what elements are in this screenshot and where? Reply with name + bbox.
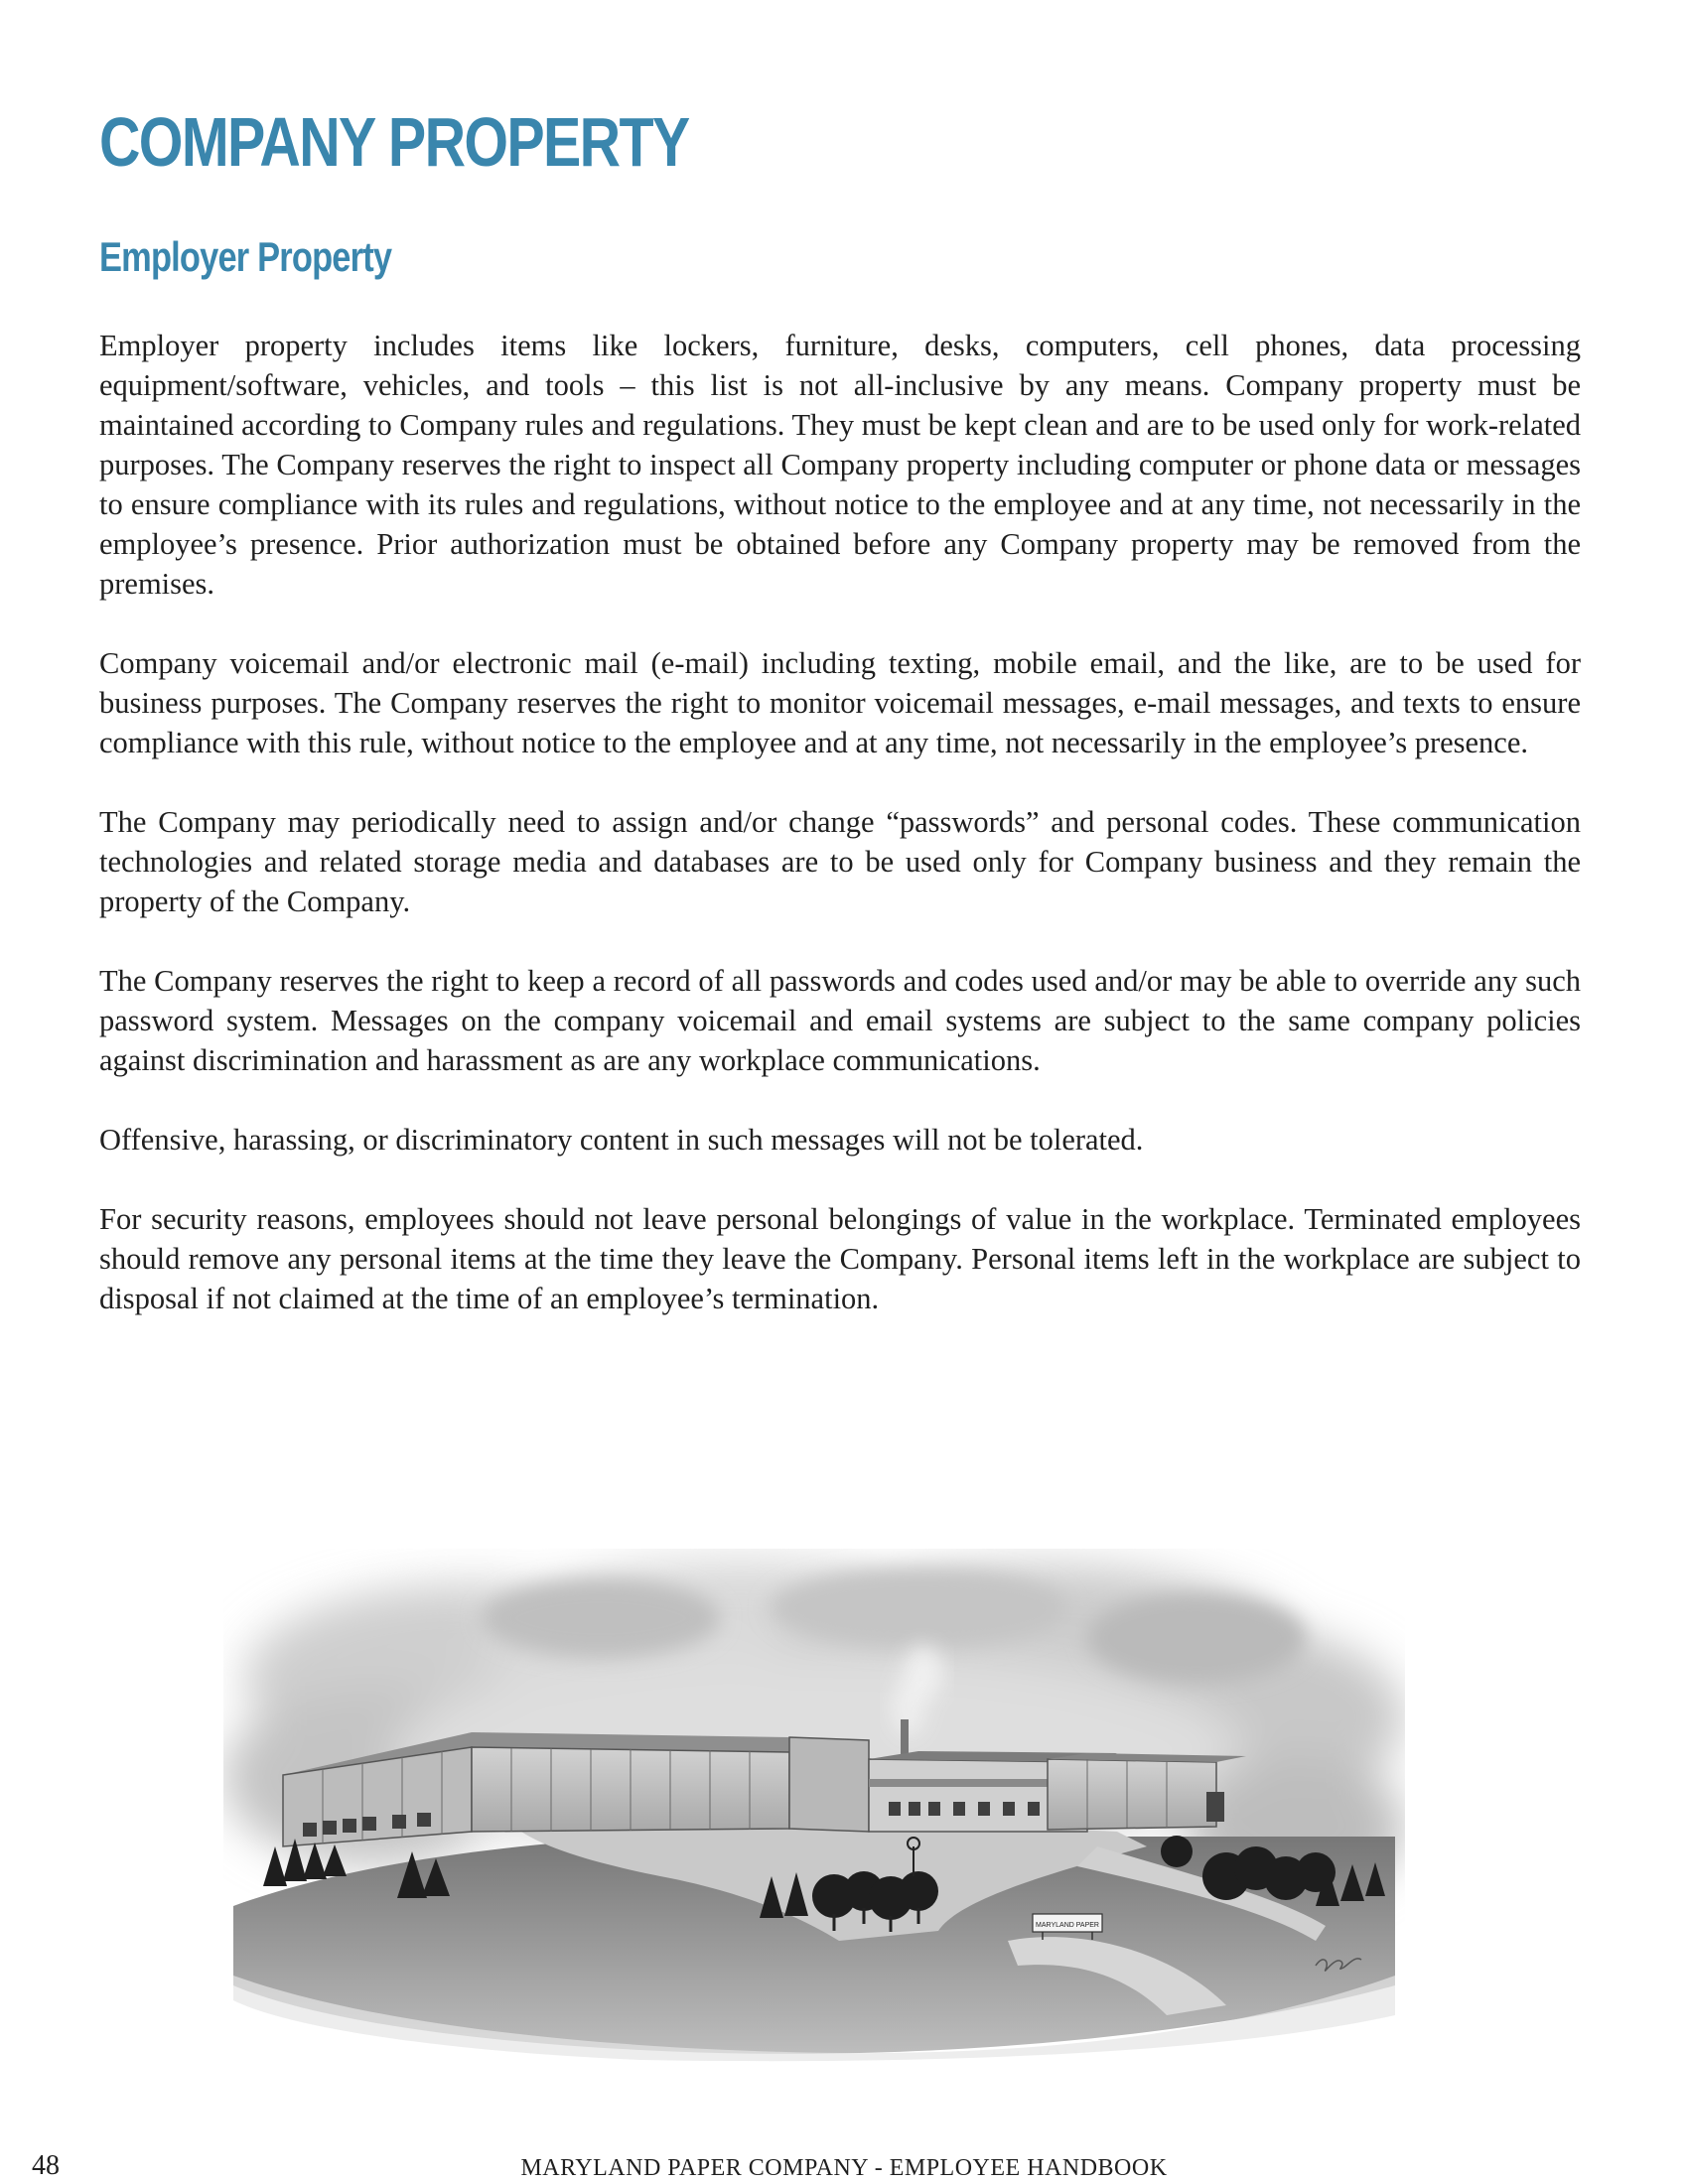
paragraph-5: Offensive, harassing, or discriminatory content in such messages will not be tolerated. [99, 1123, 1144, 1157]
factory-illustration [223, 1549, 1405, 2065]
footer-title: MARYLAND PAPER COMPANY - EMPLOYEE HANDBOOK [520, 2155, 1168, 2181]
section-heading: Employer Property [99, 233, 392, 280]
body-text [99, 326, 1581, 1358]
paragraph-3: The Company may periodically need to assign and/or change “passwords” and personal codes. These communication technologies and related storage media and databases are to be used only for Company business and they remain the property of the Company. [99, 805, 1581, 918]
page-title: COMPANY PROPERTY [99, 103, 689, 181]
paragraph-4: The Company reserves the right to keep a record of all passwords and codes used and/or may be able to override any such password system. Messages on the company voicemail and email systems are subject to the same company policies against discrimination and harassment as are any workplace communications. [99, 964, 1581, 1077]
sign-text: MARYLAND PAPER [1036, 1922, 1099, 1929]
paragraph-2: Company voicemail and/or electronic mail (e-mail) including texting, mobile email, and the like, are to be used for business purposes. The Company reserves the right to monitor voicemail messages, e-mail messages, and texts to ensure compliance with this rule, without notice to the employee and at any time, not necessarily in the employee’s presence. [99, 646, 1581, 759]
paragraph-1: Employer property includes items like lockers, furniture, desks, computers, cell phones, data processing equipment/software, vehicles, and tools – this list is not all-inclusive by any means. Company property must be maintained according to Company rules and regulations. They must be kept clean and are to be used only for work-related purposes. The Company reserves the right to inspect all Company property including computer or phone data or messages to ensure compliance with its rules and regulations, without notice to the employee and at any time, not necessarily in the employee’s presence. Prior authorization must be obtained before any Company property may be removed from the premises. [99, 329, 1581, 601]
page-number: 48 [32, 2150, 60, 2181]
paragraph-6: For security reasons, employees should not leave personal belongings of value in the workplace. Terminated employees should remove any personal items at the time they leave the Company. Personal items left in the workplace are subject to disposal if not claimed at the time of an employee’s termination. [99, 1202, 1581, 1315]
building-right [1048, 1759, 1216, 1830]
